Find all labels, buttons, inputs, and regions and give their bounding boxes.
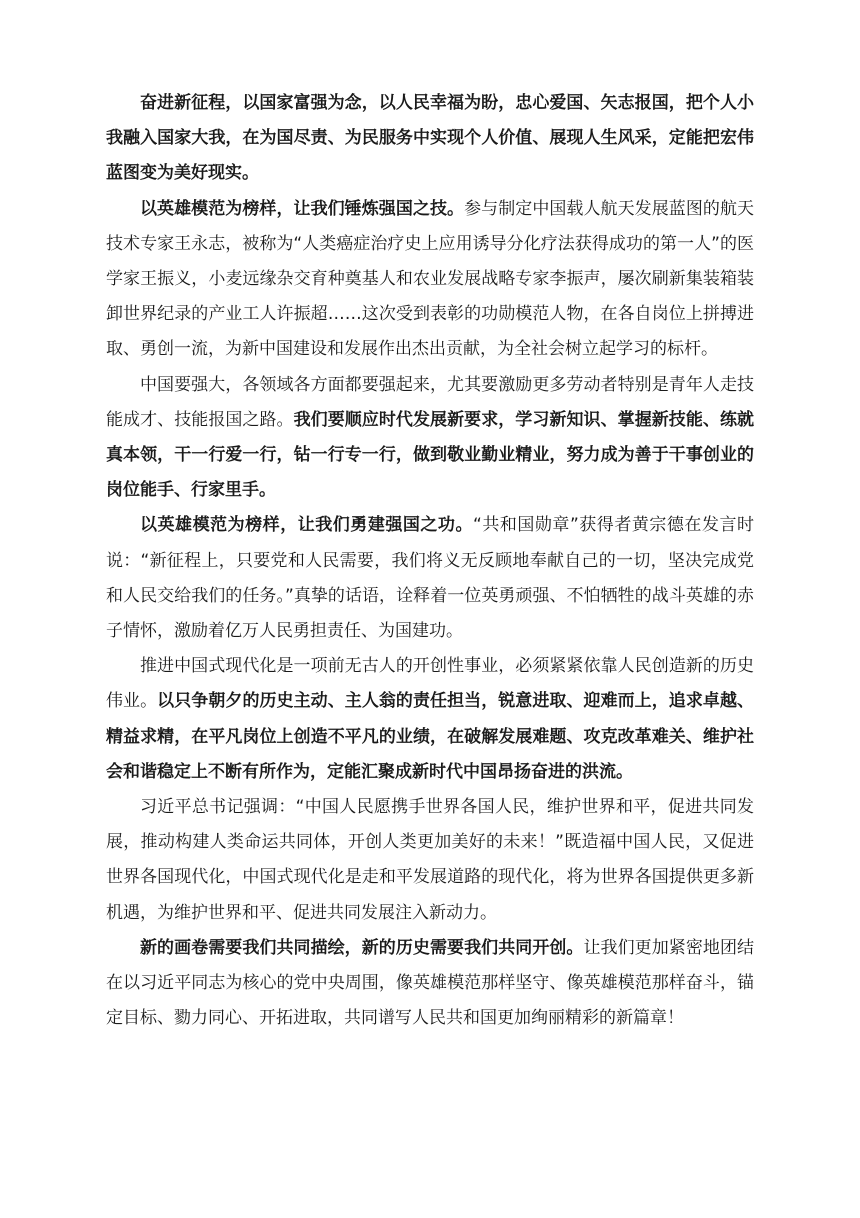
paragraph-6 — [106, 790, 754, 931]
paragraph-4-body-text: “共和国勋章”获得者黄宗德在发言时说：“新征程上，只要党和人民需要，我们将义无反顾地奉献自己的一切，坚决完成党和人民交给我们的任务。”真挚的话语，诠释着一位英勇顽强、不怕牺牲的战斗英雄的赤子情怀，激励着亿万人民勇担责任、为国建功。 — [106, 515, 754, 642]
paragraph-6-body-text: 习近平总书记强调：“中国人民愿携手世界各国人民，维护世界和平，促进共同发展，推动构建人类命运共同体，开创人类更加美好的未来！”既造福中国人民，又促进世界各国现代化，中国式现代化是走和平发展道路的现代化，将为世界各国提供更多新机遇，为维护世界和平、促进共同发展注入新动力。 — [106, 797, 754, 923]
paragraph-3 — [106, 368, 754, 509]
paragraph-7-body-text: 让我们更加紧密地团结在以习近平同志为核心的党中央周围，像英雄模范那样坚守、像英雄模范那样奋斗，锚定目标、勠力同心、开拓进取，共同谱写人民共和国更加绚丽精彩的新篇章！ — [106, 937, 754, 1029]
paragraph-2 — [106, 192, 754, 368]
paragraph-1 — [106, 86, 754, 192]
document-body — [106, 86, 754, 1036]
paragraph-4 — [106, 508, 754, 649]
paragraph-3-bold-text: 我们要顺应时代发展新要求，学习新知识、掌握新技能、练就真本领，干一行爱一行，钻一行专一行，做到敬业勤业精业，努力成为善于干事创业的岗位能手、行家里手。 — [106, 409, 755, 501]
paragraph-1-bold-text: 奋进新征程，以国家富强为念，以人民幸福为盼，忠心爱国、矢志报国，把个人小我融入国家大我，在为国尽责、为民服务中实现个人价值、展现人生风采，定能把宏伟蓝图变为美好现实。 — [106, 93, 754, 184]
paragraph-7-lead-heading: 新的画卷需要我们共同描绘，新的历史需要我们共同开创。 — [140, 937, 584, 958]
paragraph-5-bold-text: 以只争朝夕的历史主动、主人翁的责任担当，锐意进取、迎难而上，追求卓越、精益求精，在平凡岗位上创造不平凡的业绩，在破解发展难题、攻克改革难关、维护社会和谐稳定上不断有所作为，定能汇聚成新时代中国昂扬奋进的洪流。 — [106, 691, 755, 782]
paragraph-5 — [106, 649, 754, 790]
paragraph-7 — [106, 931, 754, 1037]
paragraph-2-body-text: 参与制定中国载人航天发展蓝图的航天技术专家王永志，被称为“人类癌症治疗史上应用诱导分化疗法获得成功的第一人”的医学家王振义，小麦远缘杂交育种奠基人和农业发展战略专家李振声，屡次刷新集装箱装卸世界纪录的产业工人许振超……这次受到表彰的功勋模范人物，在各自岗位上拼搏进取、勇创一流，为新中国建设和发展作出杰出贡献，为全社会树立起学习的标杆。 — [106, 198, 755, 360]
paragraph-4-lead-heading: 以英雄模范为榜样，让我们勇建强国之功。 — [140, 515, 473, 536]
paragraph-5-body-text: 推进中国式现代化是一项前无古人的开创性事业，必须紧紧依靠人民创造新的历史伟业。 — [106, 656, 754, 712]
paragraph-2-lead-heading: 以英雄模范为榜样，让我们锤炼强国之技。 — [140, 198, 465, 219]
paragraph-3-body-text: 中国要强大，各领域各方面都要强起来，尤其要激励更多劳动者特别是青年人走技能成才、技能报国之路。 — [106, 374, 754, 430]
